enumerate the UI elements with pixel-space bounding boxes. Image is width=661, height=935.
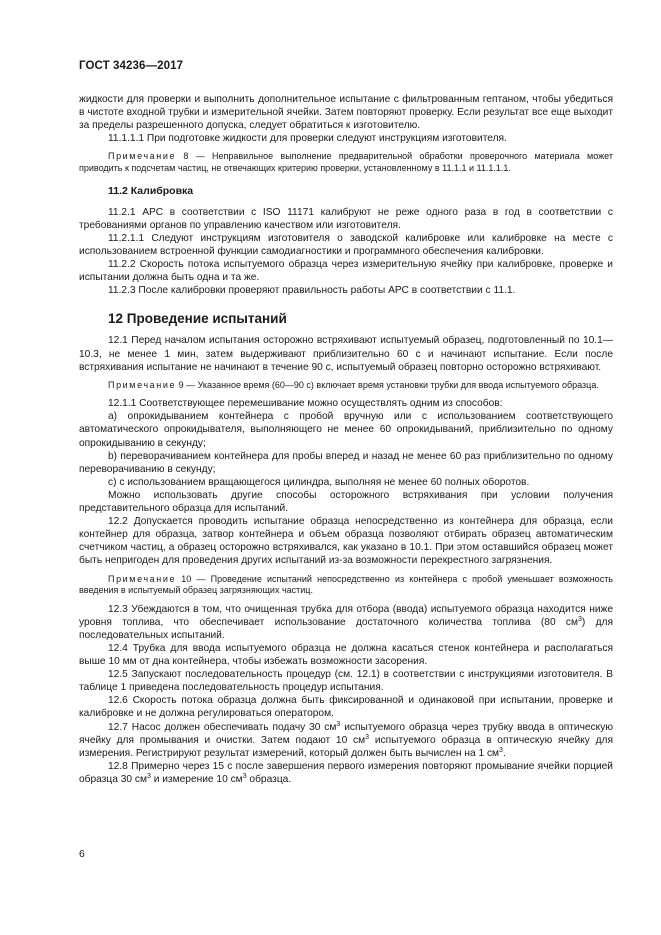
- superscript: 3: [336, 720, 341, 728]
- text-run: ) для последовательных испытаний.: [79, 616, 613, 641]
- paragraph-12-7: [79, 721, 613, 760]
- note-label: Примечание: [108, 151, 177, 162]
- document-body: [79, 93, 613, 786]
- superscript: 3: [578, 615, 582, 623]
- paragraph-12-1-1-a: а) опрокидыванием контейнера с пробой вручную или с использованием соответствующего автоматического опрокидывателя, выполняющего не менее 60 опрокидываний, приблизительно по одному опрокидыванию в секунду;: [79, 411, 613, 449]
- superscript: 3: [242, 772, 247, 780]
- subsection-heading-11-2: 11.2 Калибровка: [108, 184, 194, 197]
- paragraph-continuation: жидкости для проверки и выполнить дополнительное испытание с фильтрованным гептаном, чтобы убедиться в чистоте входной трубки и измерительной ячейки. Затем повторяют проверку. Если результат все еще выходит за пределы разрешенного допуска, следует обратиться к изготовителю.: [79, 94, 613, 132]
- paragraph-12-4: 12.4 Трубка для ввода испытуемого образца не должна касаться стенок контейнера и располагаться выше 10 мм от дна контейнера, чтобы избежать возможности засорения.: [79, 642, 613, 668]
- note-10: [79, 574, 613, 597]
- paragraph-12-1-1-b: b) переворачиванием контейнера для пробы вперед и назад не менее 60 раз приблизительно по одному переворачиванию в секунду;: [79, 450, 613, 475]
- superscript: 3: [146, 772, 151, 780]
- document-header: ГОСТ 34236—2017: [79, 60, 184, 72]
- note-9: [79, 380, 613, 392]
- paragraph-12-1-1-other: Можно использовать другие способы осторожного встряхивания при условии получения представительного образца для испытаний.: [79, 489, 613, 515]
- note-text: 10 — Проведение испытаний непосредственно из контейнера с пробой уменьшает возможность введения в испытуемый образец загрязняющих частиц.: [79, 573, 613, 596]
- paragraph-12-1-1: 12.1.1 Соответствующее перемешивание можно осуществлять одним из способов:: [108, 398, 503, 410]
- text-run: образца.: [246, 773, 292, 785]
- paragraph-11-2-1: 11.2.1 АРС в соответствии с ISO 11171 калибруют не реже одного раза в год в соответствии с требованиями органов по управлению качеством или изготовителя.: [79, 206, 613, 231]
- paragraph-12-2: 12.2 Допускается проводить испытание образца непосредственно из контейнера для образца, если контейнер для образца, затвор контейнера и объем образца позволяют отбирать образец автоматическим счетчиком частиц, а образец осторожно встряхивался, как указано в 10.1. При этом оставшийся образец может быть непригоден для проведения других испытаний из-за возможности перекрестного загрязнения.: [79, 516, 613, 567]
- text-run: 12.3 Убеждаются в том, что очищенная трубка для отбора (ввода) испытуемого образца находится ниже уровня топлива, что обеспечивает использование достаточного количества топлива (80 см: [79, 603, 613, 628]
- note-label: Примечание: [108, 573, 177, 584]
- note-label: Примечание: [108, 379, 177, 390]
- superscript: 3: [365, 733, 370, 741]
- paragraph-11-2-2: 11.2.2 Скорость потока испытуемого образца через измерительную ячейку при калибровке, проверке и испытании должна быть одна и та же.: [79, 259, 613, 284]
- section-heading-12: 12 Проведение испытаний: [108, 311, 287, 327]
- text-run: испытуемого образца в оптическую ячейку для измерения. Регистрируют результат измерений, который должен быть вычислен на 1 см: [79, 734, 613, 759]
- note-text: 9 — Указанное время (60—90 с) включает время установки трубки для ввода испытуемого образца.: [176, 379, 599, 390]
- paragraph-12-3: [79, 603, 613, 642]
- text-run: .: [502, 747, 506, 759]
- text-run: 12.8 Примерно через 15 с после завершения первого измерения повторяют промывание ячейки порцией образца 30 см: [79, 760, 613, 785]
- text-run: 12.7 Насос должен обеспечивать подачу 30 см: [108, 721, 337, 733]
- text-run: и измерение 10 см: [150, 773, 243, 785]
- paragraph-12-8: [79, 760, 613, 786]
- page-number: 6: [79, 848, 85, 860]
- paragraph-11-1-1-1: 11.1.1.1 При подготовке жидкости для проверки следуют инструкциям изготовителя.: [108, 133, 507, 145]
- paragraph-12-6: 12.6 Скорость потока образца должна быть фиксированной и одинаковой при испытании, проверке и калибровке и не должна регулироваться оператором.: [79, 695, 613, 720]
- superscript: 3: [499, 746, 503, 754]
- paragraph-11-2-1-1: 11.2.1.1 Следуют инструкциям изготовителя о заводской калибровке или калибровке на месте с использованием встроенной функции самодиагностики и программного обеспечения калибровки.: [79, 232, 613, 257]
- paragraph-12-1: 12.1 Перед началом испытания осторожно встряхивают испытуемый образец, подготовленный по 10.1—10.3, не менее 1 мин, затем выдерживают приблизительно 60 с и начинают испытание. Если после встряхивания испытание не начинают в течение 90 с, испытуемый образец повторно осторожно встряхивают.: [79, 335, 613, 373]
- note-8: [79, 151, 613, 174]
- note-text: 8 — Неправильное выполнение предварительной обработки проверочного материала может приводить к подсчетам частиц, не отвечающих критерию проверки, установленному в 11.1.1 и 11.1.1.1.: [79, 151, 613, 173]
- text-run: испытуемого образца через трубку ввода в оптическую ячейку для промывания и очистки. Затем подают 10 см: [79, 721, 613, 746]
- paragraph-12-5: 12.5 Запускают последовательность процедур (см. 12.1) в соответствии с инструкциями изготовителя. В таблице 1 приведена последовательность процедур испытания.: [79, 669, 613, 694]
- paragraph-11-2-3: 11.2.3 После калибровки проверяют правильность работы АРС в соответствии с 11.1.: [108, 285, 516, 297]
- paragraph-12-1-1-c: с) с использованием вращающегося цилиндра, выполняя не менее 60 полных оборотов.: [108, 476, 530, 488]
